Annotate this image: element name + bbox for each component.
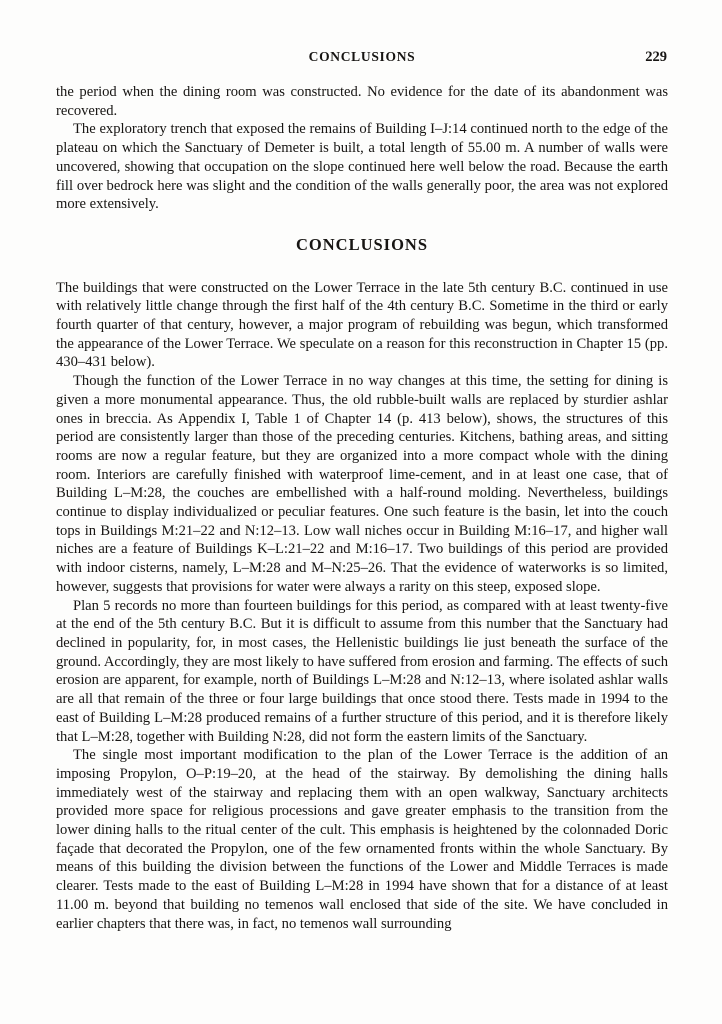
running-head-title: CONCLUSIONS [308,49,416,64]
paragraph-exploratory-trench: The exploratory trench that exposed the remains of Building I–J:14 continued north to the edge of the plateau on which the Sanctuary of Demeter is built, a total length of 55.00 m. A number of walls were uncovered, showing that occupation on the slope continued here well below the road. Because the earth fill over bedrock here was slight and the condition of the walls generally poor, the area was not explored more extensively. [56,121,668,213]
running-head [56,49,668,67]
paragraph-plan-5: Plan 5 records no more than fourteen buildings for this period, as compared with at least twenty-five at the end of the 5th century B.C. But it is difficult to assume from this number that the Sanctuary had declined in popularity, for, in most cases, the Hellenistic buildings lie just beneath the surface of the ground. Accordingly, they are most likely to have suffered from erosion and farming. The effects of such erosion are apparent, for example, north of Buildings L–M:28 and N:12–13, where isolated ashlar walls are all that remain of the three or four large buildings that once stood there. Tests made in 1994 to the east of Building L–M:28 produced remains of a further structure of this period, and it is therefore likely that L–M:28, together with Building N:28, did not form the eastern limits of the Sanctuary. [56,597,668,745]
body-text [56,83,668,933]
section-heading: CONCLUSIONS [295,234,429,254]
paragraph-continuation: the period when the dining room was constructed. No evidence for the date of its abandonment was recovered. [56,84,668,119]
page-number: 229 [645,49,667,65]
paragraph-propylon: The single most important modification to the plan of the Lower Terrace is the addition of an imposing Propylon, O–P:19–20, at the head of the stairway. By demolishing the dining halls immediately west of the stairway and replacing them with an open walkway, Sanctuary architects provided more space for religious processions and gave greater emphasis to the transition from the lower dining halls to the ritual center of the cult. This emphasis is heightened by the colonnaded Doric façade that decorated the Propylon, one of the few ornamented fronts within the whole Sanctuary. By means of this building the division between the functions of the Lower and Middle Terraces is made clearer. Tests made to the east of Building L–M:28 in 1994 have shown that for a distance of at least 11.00 m. beyond that building no temenos wall enclosed that side of the site. We have concluded in earlier chapters that there was, in fact, no temenos wall surrounding [56,747,668,932]
paragraph-buildings-constructed: The buildings that were constructed on the Lower Terrace in the late 5th century B.C. continued in use with relatively little change through the first half of the 4th century B.C. Sometime in the third or early fourth quarter of that century, however, a major program of rebuilding was begun, which transformed the appearance of the Lower Terrace. We speculate on a reason for this reconstruction in Chapter 15 (pp. 430–431 below). [56,279,668,371]
paragraph-lower-terrace-function: Though the function of the Lower Terrace in no way changes at this time, the setting for dining is given a more monumental appearance. Thus, the old rubble-built walls are replaced by sturdier ashlar ones in breccia. As Appendix I, Table 1 of Chapter 14 (p. 413 below), shows, the structures of this period are consistently larger than those of the preceding centuries. Kitchens, bathing areas, and sitting rooms are now a regular feature, but they are organized into a more compact whole with the dining room. Interiors are carefully finished with waterproof lime-cement, and in at least one case, that of Building L–M:28, the couches are embellished with a half-round molding. Nevertheless, buildings continue to display individualized or peculiar features. One such feature is the basin, let into the couch tops in Buildings M:21–22 and N:12–13. Low wall niches occur in Building M:16–17, and higher wall niches are a feature of Buildings K–L:21–22 and M:16–17. Two buildings of this period are provided with indoor cisterns, namely, L–M:28 and M–N:25–26. That the evidence of waterworks is so limited, however, suggests that provisions for water were always a rarity on this steep, exposed slope. [56,373,668,595]
